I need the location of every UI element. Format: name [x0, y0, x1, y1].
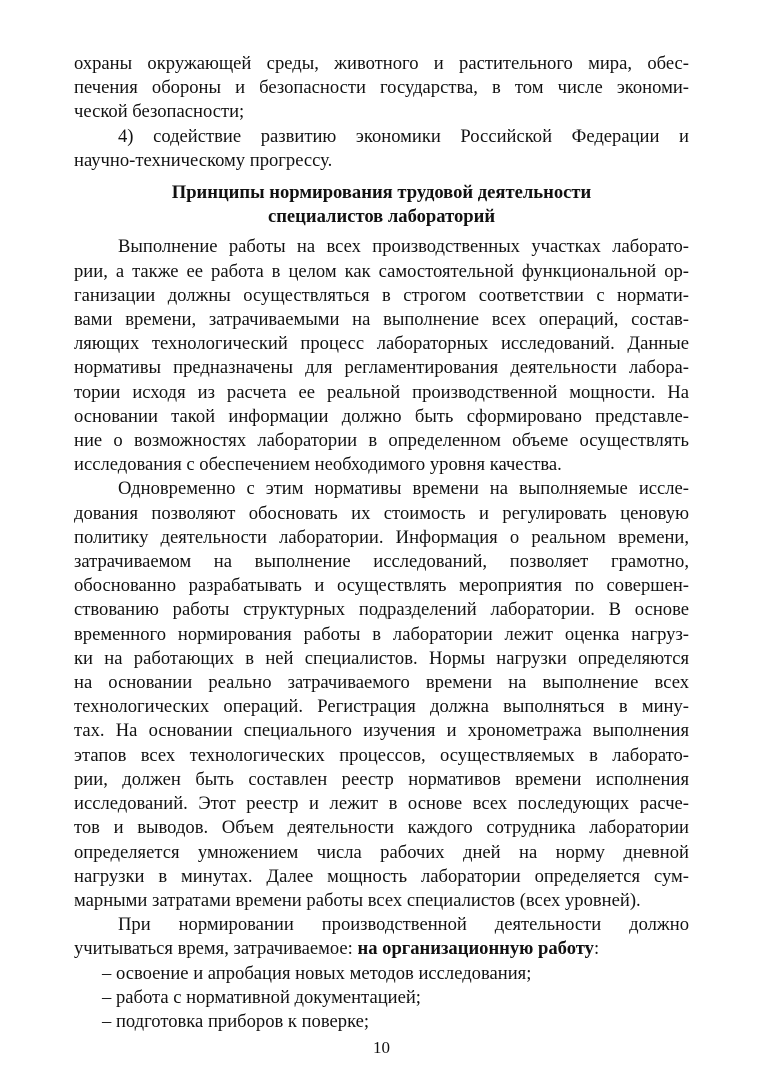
text-line: ческой безопасности; — [74, 101, 245, 123]
text-fragment: : — [593, 938, 600, 960]
text-line: ние о возможностях лаборатории в определенном объеме осуществлять — [74, 430, 689, 452]
text-line: охраны окружающей среды, животного и растительного мира, обес- — [74, 53, 689, 74]
text-line: основании такой информации должно быть сформировано представле- — [74, 405, 689, 427]
text-line: тории исходя из расчета ее реальной производственной мощности. На — [74, 381, 689, 403]
text-line: Одновременно с этим нормативы времени на выполняемые иссле- — [118, 478, 689, 500]
paragraph-2 — [74, 477, 689, 913]
text-line: исследования с обеспечением необходимого уровня качества. — [74, 454, 562, 476]
text-line: этапов всех технологических процессов, осуществляемых в лаборато- — [74, 744, 689, 766]
text-line: печения обороны и безопасности государства, в том числе экономи- — [74, 77, 689, 99]
text-line: исследований. Этот реестр и лежит в основе всех последующих расче- — [74, 793, 689, 815]
text-line: ляющих технологический процесс лабораторных исследований. Данные — [74, 333, 689, 355]
text-line: временного нормирования работы в лаборатории лежит оценка нагруз- — [74, 623, 689, 645]
text-line: ки на работающих в ней специалистов. Нормы нагрузки определяются — [74, 647, 689, 669]
task-list — [74, 962, 689, 1035]
intro-paragraph — [74, 52, 689, 125]
text-line: затрачиваемом на выполнение исследований, позволяет грамотно, — [74, 551, 689, 573]
text-line: марными затратами времени работы всех специалистов (всех уровней). — [74, 889, 641, 911]
text-line: обоснованно разрабатывать и осуществлять мероприятия по совершен- — [74, 575, 689, 597]
text-line: ганизации должны осуществляться в строгом соответствии с нормати- — [74, 284, 689, 306]
text-line: тах. На основании специального изучения и хронометража выполнения — [74, 720, 689, 742]
list-item: – освоение и апробация новых методов исследования; — [102, 962, 532, 984]
text-line: политику деятельности лаборатории. Информация о реальном времени, — [74, 526, 689, 548]
list-item: – подготовка приборов к поверке; — [102, 1010, 370, 1032]
text-fragment: учитываться время, затрачиваемое: — [74, 938, 358, 960]
text-line: дования позволяют обосновать их стоимость и регулировать ценовую — [74, 502, 689, 524]
text-line: нормативы предназначены для регламентирования деятельности лабора- — [74, 357, 689, 379]
section-heading — [74, 181, 689, 229]
paragraph-3 — [74, 913, 689, 961]
text-line: технологических операций. Регистрация должна выполняться в мину- — [74, 696, 689, 718]
paragraph-1 — [74, 235, 689, 477]
list-item: – работа с нормативной документацией; — [102, 986, 421, 1008]
text-line: на основании реально затрачиваемого времени на выполнение всех — [74, 672, 689, 694]
text-line: рии, должен быть составлен реестр нормативов времени исполнения — [74, 768, 689, 790]
page-number: 10 — [373, 1038, 390, 1057]
text-line: научно-техническому прогрессу. — [74, 149, 333, 171]
bold-phrase: на организационную работу — [357, 938, 594, 960]
text-line: Выполнение работы на всех производственных участках лаборато- — [118, 236, 689, 258]
text-line: ствованию работы структурных подразделений лаборатории. В основе — [74, 599, 689, 621]
heading-line: специалистов лабораторий — [267, 206, 496, 228]
text-line: нагрузки в минутах. Далее мощность лаборатории определяется сум- — [74, 865, 689, 887]
text-line: тов и выводов. Объем деятельности каждого сотрудника лаборатории — [74, 817, 689, 839]
text-line: рии, а также ее работа в целом как самостоятельной функциональной ор- — [74, 260, 689, 282]
text-line: При нормировании производственной деятельности должно — [118, 914, 689, 936]
text-line: определяется умножением числа рабочих дней на норму дневной — [74, 841, 689, 863]
text-line: вами времени, затрачиваемыми на выполнение всех операций, состав- — [74, 309, 689, 331]
item-4-paragraph — [74, 125, 689, 173]
heading-line: Принципы нормирования трудовой деятельности — [171, 182, 592, 204]
text-line — [74, 937, 689, 961]
text-line: 4) содействие развитию экономики Российской Федерации и — [118, 125, 689, 147]
